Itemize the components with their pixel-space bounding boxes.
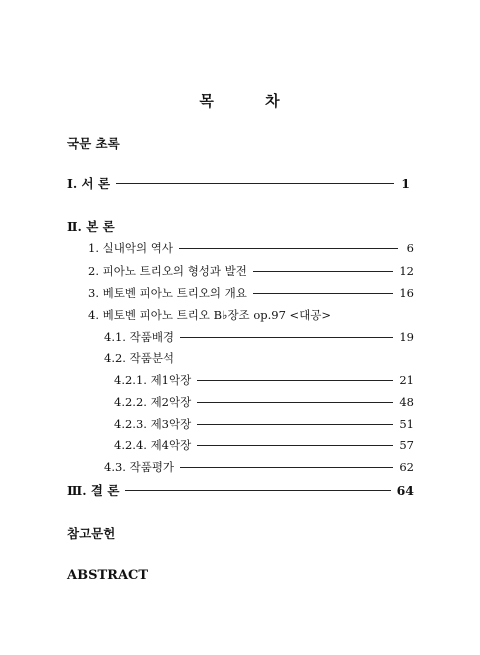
toc-label: Ⅲ. 결 론 [67,483,120,498]
toc-entry-4-3[interactable] [104,459,414,475]
korean-abstract-heading: 국문 초록 [67,136,120,151]
toc-page-number: 64 [396,482,414,498]
toc-label: 4.2.2. 제2악장 [114,395,192,409]
toc-page-number: 19 [399,330,414,344]
toc-leader-line [116,183,394,184]
toc-entry-body[interactable]: Ⅱ. 본 론 [67,219,115,234]
toc-entry-conclusion[interactable] [67,481,414,499]
toc-page-number: 6 [406,241,414,255]
toc-leader-line [180,467,393,468]
toc-page-number: 57 [399,438,414,452]
toc-label: 4.2.3. 제3악장 [114,417,192,431]
page-title: 목 차 [199,92,281,110]
toc-page-number: 1 [401,175,410,191]
toc-leader-line [253,293,393,294]
toc-entry-4-2-4[interactable] [114,437,414,453]
abstract-heading[interactable]: ABSTRACT [67,568,149,583]
toc-page-number: 21 [399,373,414,387]
toc-label: 1. 실내악의 역사 [88,241,173,255]
toc-page-number: 51 [399,417,414,431]
toc-label: Ⅰ. 서 론 [67,176,111,191]
toc-leader-line [197,424,393,425]
references-heading[interactable]: 참고문헌 [67,526,116,541]
toc-label: 3. 베토벤 피아노 트리오의 개요 [88,286,247,300]
toc-entry-2[interactable] [88,263,414,279]
toc-label: 4.2.4. 제4악장 [114,438,192,452]
toc-label: 4.1. 작품배경 [104,330,175,344]
toc-page-number: 48 [399,395,414,409]
toc-page-number: 62 [399,460,414,474]
toc-label: 4.2.1. 제1악장 [114,373,192,387]
toc-entry-3[interactable] [88,285,414,301]
toc-label: 2. 피아노 트리오의 형성과 발전 [88,264,247,278]
toc-leader-line [197,445,393,446]
toc-entry-4-2-2[interactable] [114,394,414,410]
toc-entry-1[interactable] [88,240,414,256]
toc-leader-line [253,271,393,272]
toc-leader-line [197,402,393,403]
toc-page-number: 16 [399,286,414,300]
toc-leader-line [197,380,393,381]
toc-leader-line [180,337,393,338]
toc-entry-4-1[interactable] [104,329,414,345]
toc-entry-4-2-3[interactable] [114,416,414,432]
toc-entry-4-2-1[interactable] [114,372,414,388]
toc-leader-line [179,248,398,249]
toc-entry-4-2[interactable]: 4.2. 작품분석 [104,351,175,365]
toc-page-number: 12 [399,264,414,278]
toc-leader-line [125,490,390,491]
toc-entry-introduction[interactable] [67,174,410,192]
toc-entry-4[interactable]: 4. 베토벤 피아노 트리오 B♭장조 op.97 <대공> [88,308,332,322]
toc-label: 4.3. 작품평가 [104,460,175,474]
